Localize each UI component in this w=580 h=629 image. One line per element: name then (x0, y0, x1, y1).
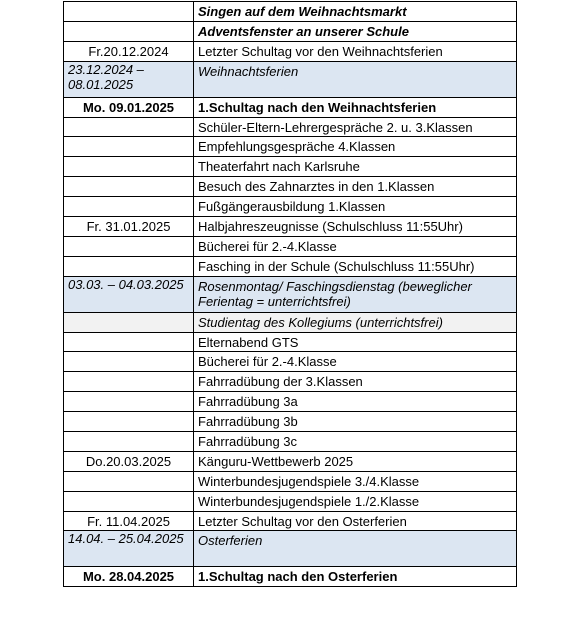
table-row (64, 511, 517, 531)
date-cell (64, 117, 194, 137)
event-cell: Empfehlungsgespräche 4.Klassen (194, 137, 517, 157)
date-cell: Do.20.03.2025 (64, 451, 194, 471)
event-cell: Weihnachtsferien (194, 61, 517, 97)
date-cell (64, 236, 194, 256)
table-row (64, 392, 517, 412)
table-row (64, 332, 517, 352)
date-cell (64, 312, 194, 332)
date-cell (64, 471, 194, 491)
table-row (64, 312, 517, 332)
table-row (64, 471, 517, 491)
event-cell: Fahrradübung 3c (194, 432, 517, 452)
table-row (64, 412, 517, 432)
table-row (64, 61, 517, 97)
table-row (64, 157, 517, 177)
table-row (64, 2, 517, 22)
date-cell: 14.04. – 25.04.2025 (64, 531, 194, 567)
event-cell: Fahrradübung der 3.Klassen (194, 372, 517, 392)
event-cell: 1.Schultag nach den Weihnachtsferien (194, 97, 517, 117)
table-row (64, 432, 517, 452)
event-cell: Letzter Schultag vor den Weihnachtsferien (194, 41, 517, 61)
date-cell (64, 177, 194, 197)
table-row (64, 276, 517, 312)
date-cell (64, 491, 194, 511)
date-cell (64, 256, 194, 276)
date-cell (64, 412, 194, 432)
event-cell: Winterbundesjugendspiele 3./4.Klasse (194, 471, 517, 491)
date-cell (64, 137, 194, 157)
event-cell: Fahrradübung 3b (194, 412, 517, 432)
event-cell: Theaterfahrt nach Karlsruhe (194, 157, 517, 177)
event-cell: Winterbundesjugendspiele 1./2.Klasse (194, 491, 517, 511)
table-row (64, 197, 517, 217)
date-cell: Mo. 09.01.2025 (64, 97, 194, 117)
event-cell: Singen auf dem Weihnachtsmarkt (194, 2, 517, 22)
table-row (64, 567, 517, 587)
event-cell: Fußgängerausbildung 1.Klassen (194, 197, 517, 217)
date-cell (64, 21, 194, 41)
event-cell: Osterferien (194, 531, 517, 567)
table-row (64, 137, 517, 157)
table-row (64, 41, 517, 61)
event-cell: Bücherei für 2.-4.Klasse (194, 352, 517, 372)
event-cell: Rosenmontag/ Faschingsdienstag (beweglicher Ferientag = unterrichtsfrei) (194, 276, 517, 312)
table-row (64, 21, 517, 41)
event-cell: Schüler-Eltern-Lehrergespräche 2. u. 3.Klassen (194, 117, 517, 137)
table-row (64, 451, 517, 471)
date-cell (64, 197, 194, 217)
table-row (64, 97, 517, 117)
event-cell: Fahrradübung 3a (194, 392, 517, 412)
date-cell (64, 2, 194, 22)
event-cell: 1.Schultag nach den Osterferien (194, 567, 517, 587)
date-cell (64, 432, 194, 452)
table-row (64, 256, 517, 276)
event-cell: Adventsfenster an unserer Schule (194, 21, 517, 41)
school-calendar-table (63, 1, 517, 587)
event-cell: Letzter Schultag vor den Osterferien (194, 511, 517, 531)
date-cell: 03.03. – 04.03.2025 (64, 276, 194, 312)
date-cell (64, 352, 194, 372)
table-row (64, 531, 517, 567)
event-cell: Känguru-Wettbewerb 2025 (194, 451, 517, 471)
table-row (64, 217, 517, 237)
date-cell (64, 392, 194, 412)
date-cell (64, 372, 194, 392)
event-cell: Fasching in der Schule (Schulschluss 11:55Uhr) (194, 256, 517, 276)
table-row (64, 236, 517, 256)
date-cell: Fr.20.12.2024 (64, 41, 194, 61)
date-cell (64, 157, 194, 177)
date-cell: Fr. 31.01.2025 (64, 217, 194, 237)
event-cell: Besuch des Zahnarztes in den 1.Klassen (194, 177, 517, 197)
event-cell: Studientag des Kollegiums (unterrichtsfrei) (194, 312, 517, 332)
date-cell: Mo. 28.04.2025 (64, 567, 194, 587)
event-cell: Bücherei für 2.-4.Klasse (194, 236, 517, 256)
table-row (64, 117, 517, 137)
table-row (64, 177, 517, 197)
event-cell: Elternabend GTS (194, 332, 517, 352)
date-cell: 23.12.2024 – 08.01.2025 (64, 61, 194, 97)
date-cell (64, 332, 194, 352)
date-cell: Fr. 11.04.2025 (64, 511, 194, 531)
table-row (64, 372, 517, 392)
table-row (64, 491, 517, 511)
event-cell: Halbjahreszeugnisse (Schulschluss 11:55Uhr) (194, 217, 517, 237)
table-row (64, 352, 517, 372)
